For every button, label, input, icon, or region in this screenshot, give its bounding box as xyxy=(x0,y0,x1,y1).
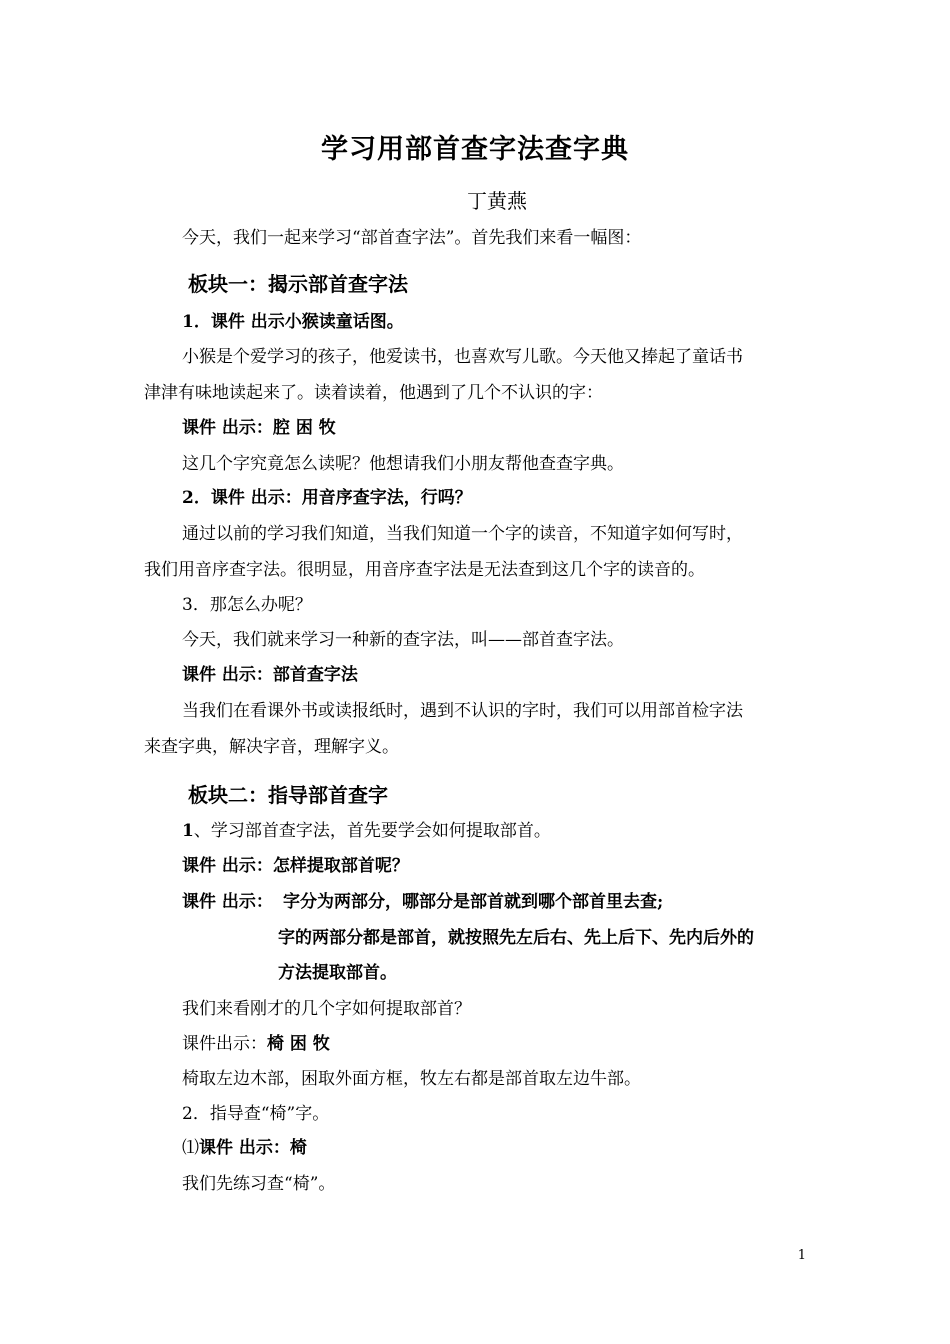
section2-show3 xyxy=(182,1033,330,1055)
section2-show2-line1: 字分为两部分，哪部分是部首就到哪个部首里去查; xyxy=(283,892,664,912)
section2-show1: 课件 出示：怎样提取部首呢？ xyxy=(182,856,409,876)
section1-show2: 课件 出示：部首查字法 xyxy=(182,665,358,685)
section2-show2-line2: 字的两部分都是部首，就按照先左后右、先上后下、先内后外的 xyxy=(278,928,754,948)
section1-p3-line1: 通过以前的学习我们知道，当我们知道一个字的读音，不知道字如何写时， xyxy=(182,524,743,544)
section2-show3-chars: 椅 困 牧 xyxy=(267,1034,330,1054)
section1-p1-line2: 津津有味地读起来了。读着读着，他遇到了几个不认识的字： xyxy=(144,383,603,403)
section2-sub1-number: ⑴ xyxy=(182,1138,199,1158)
section2-item1-number: 1 xyxy=(182,821,194,841)
document-title: 学习用部首查字法查字典 xyxy=(321,134,629,165)
section2-heading: 板块二：指导部首查字 xyxy=(188,783,388,807)
author-name: 丁黄燕 xyxy=(467,189,527,213)
section1-p3-line2: 我们用音序查字法。很明显，用音序查字法是无法查到这几个字的读音的。 xyxy=(144,560,705,580)
section2-show2-label: 课件 出示： xyxy=(182,892,273,912)
section2-show3-label: 课件出示： xyxy=(182,1034,267,1054)
section1-item3: 3．那怎么办呢？ xyxy=(182,595,312,615)
section2-p3: 我们先练习查“椅”。 xyxy=(182,1174,336,1194)
section1-p5-line1: 当我们在看课外书或读报纸时，遇到不认识的字时，我们可以用部首检字法 xyxy=(182,701,743,721)
section2-p2: 椅取左边木部，困取外面方框，牧左右都是部首取左边牛部。 xyxy=(182,1069,641,1089)
section1-p1-line1: 小猴是个爱学习的孩子，他爱读书，也喜欢写儿歌。今天他又捧起了童话书 xyxy=(182,347,743,367)
section1-item2: 2．课件 出示：用音序查字法，行吗？ xyxy=(182,488,472,508)
section1-show1: 课件 出示：腔 困 牧 xyxy=(182,418,336,438)
section1-p5-line2: 来查字典，解决字音，理解字义。 xyxy=(144,737,399,757)
section2-p1: 我们来看刚才的几个字如何提取部首？ xyxy=(182,999,471,1019)
section1-p4: 今天，我们就来学习一种新的查字法，叫——部首查字法。 xyxy=(182,630,624,650)
section1-item1: 1．课件 出示小猴读童话图。 xyxy=(182,312,404,332)
section2-item1 xyxy=(182,820,551,842)
section2-item2: 2．指导查“椅”字。 xyxy=(182,1104,330,1124)
section1-heading: 板块一：揭示部首查字法 xyxy=(188,272,408,296)
page-number: 1 xyxy=(797,1248,806,1263)
section2-sub1 xyxy=(182,1137,307,1159)
section2-show2-line3: 方法提取部首。 xyxy=(278,963,397,983)
intro-paragraph: 今天，我们一起来学习“部首查字法”。首先我们来看一幅图： xyxy=(182,228,642,248)
section2-sub1-text: 课件 出示：椅 xyxy=(199,1138,307,1158)
section1-p2: 这几个字究竟怎么读呢？他想请我们小朋友帮他查查字典。 xyxy=(182,454,624,474)
section2-item1-text: 、学习部首查字法，首先要学会如何提取部首。 xyxy=(193,821,551,841)
